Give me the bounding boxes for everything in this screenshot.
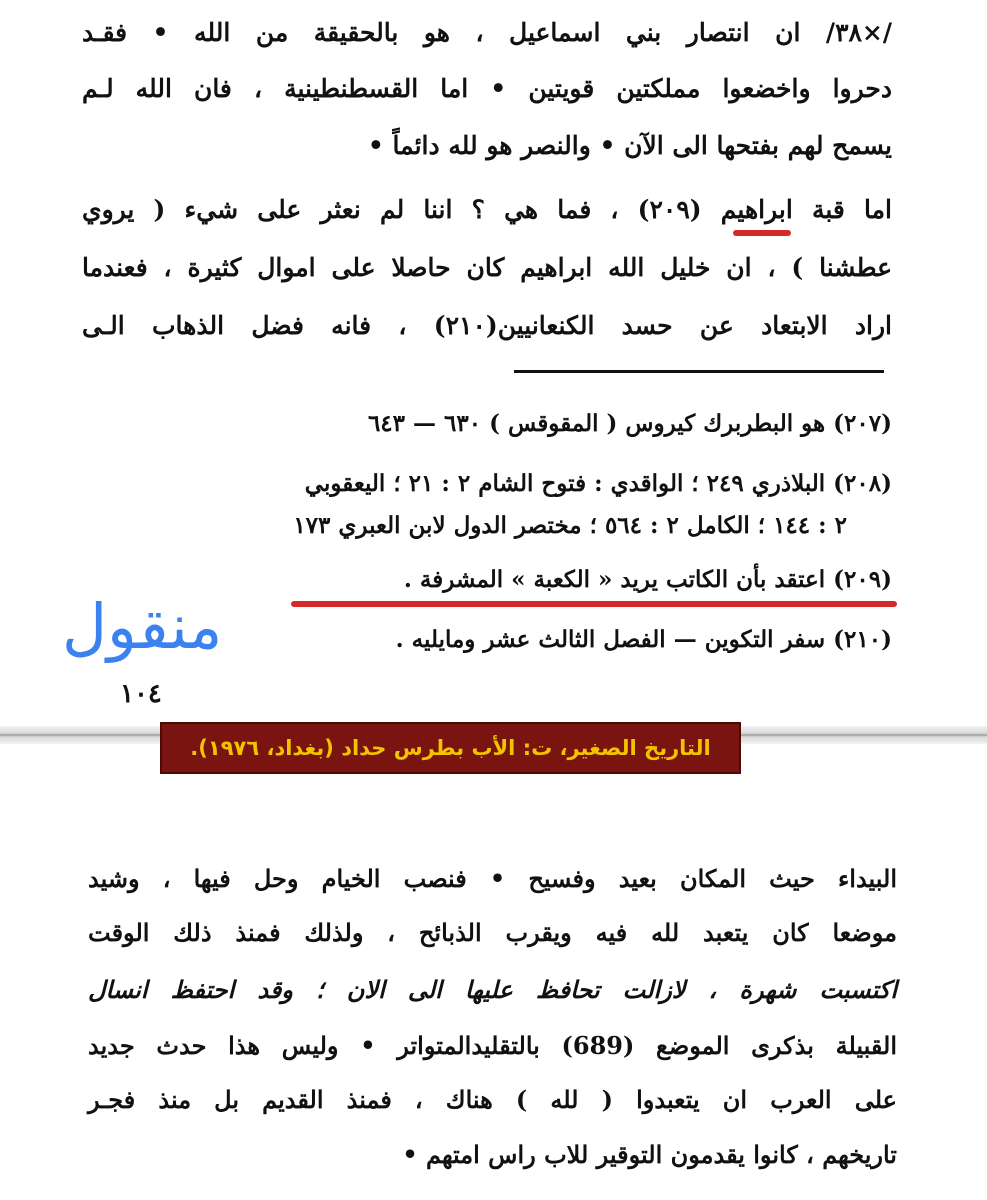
red-underline-qubba bbox=[733, 230, 791, 236]
red-underline-footnote-209 bbox=[291, 601, 897, 607]
source-caption-banner: التاريخ الصغير، ت: الأب بطرس حداد (بغداد، ١٩٧٦). bbox=[160, 722, 741, 774]
body-line-2: دحروا واخضعوا مملكتين قويتين • اما القسطنطينية ، فان الله لـم bbox=[82, 74, 892, 103]
bottom-line-4: القبيلة بذكرى الموضع (689) بالتقليدالمتواتر • وليس هذا حدث جديد bbox=[88, 1031, 897, 1060]
bottom-line-1: البيداء حيث المكان بعيد وفسيح • فنصب الخيام وحل فيها ، وشيد bbox=[88, 864, 897, 893]
bottom-line-5: على العرب ان يتعبدوا ( لله ) هناك ، فمنذ القديم بل منذ فجـر bbox=[88, 1085, 897, 1114]
body-line-1: /×٣٨/ ان انتصار بني اسماعيل ، هو بالحقيقة من الله • فقـد bbox=[82, 18, 892, 47]
bottom-line-6: تاريخهم ، كانوا يقدمون التوقير للاب راس امتهم • bbox=[402, 1140, 897, 1169]
bottom-line-3: اكتسبت شهرة ، لازالت تحافظ عليها الى الان ؛ وقد احتفظ انسال bbox=[88, 975, 897, 1004]
bottom-line-2: موضعا كان يتعبد لله فيه ويقرب الذبائح ، ولذلك فمنذ ذلك الوقت bbox=[88, 918, 897, 947]
footnote-208: (٢٠٨) البلاذري ٢٤٩ ؛ الواقدي : فتوح الشام ٢ : ٢١ ؛ اليعقوبي bbox=[304, 470, 892, 497]
bottom-book-page bbox=[0, 745, 987, 1200]
body-line-4: اما قبة ابراهيم (٢٠٩) ، فما هي ؟ اننا لم نعثر على شيء ( يروي bbox=[82, 195, 892, 224]
footnote-209: (٢٠٩) اعتقد بأن الكاتب يريد « الكعبة » المشرفة . bbox=[403, 566, 892, 593]
body-line-6: اراد الابتعاد عن حسد الكنعانيين(٢١٠) ، فانه فضل الذهاب الـى bbox=[82, 311, 892, 340]
footnote-207: (٢٠٧) هو البطربرك كيروس ( المقوقس ) ٦٣٠ — ٦٤٣ bbox=[367, 410, 892, 437]
footnote-divider bbox=[514, 370, 884, 373]
body-line-5: عطشنا ) ، ان خليل الله ابراهيم كان حاصلا على اموال كثيرة ، فعندما bbox=[82, 253, 892, 282]
page-number: ١٠٤ bbox=[120, 679, 162, 709]
footnote-210: (٢١٠) سفر التكوين — الفصل الثالث عشر ومايليه . bbox=[395, 626, 892, 653]
body-line-3: يسمح لهم بفتحها الى الآن • والنصر هو لله دائماً • bbox=[367, 131, 892, 160]
footnote-208-continuation: ٢ : ١٤٤ ؛ الكامل ٢ : ٥٦٤ ؛ مختصر الدول لابن العبري ١٧٣ bbox=[293, 512, 847, 539]
watermark-label: منقول bbox=[62, 590, 223, 663]
